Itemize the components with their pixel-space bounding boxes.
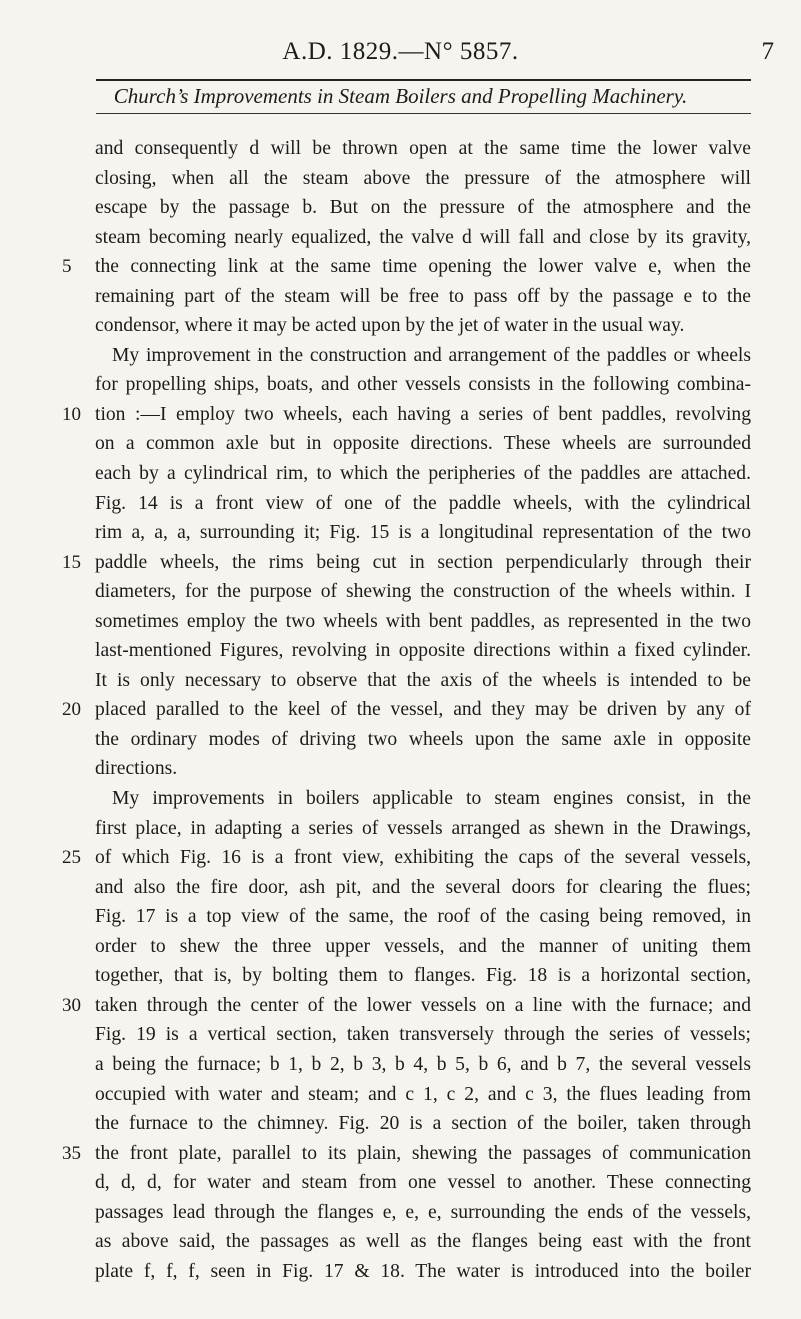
line-text: for propelling ships, boats, and other vessels consists in the following combina- bbox=[95, 374, 751, 396]
text-line bbox=[62, 1109, 752, 1139]
subtitle-rule bbox=[96, 113, 751, 114]
line-text: My improvement in the construction and arrangement of the paddles or wheels bbox=[112, 344, 751, 366]
line-text: steam becoming nearly equalized, the valve d will fall and close by its gravity, bbox=[95, 226, 751, 248]
line-text: tion :—I employ two wheels, each having a series of bent paddles, revolving bbox=[95, 403, 751, 425]
text-line bbox=[62, 1139, 752, 1169]
line-text: occupied with water and steam; and c 1, c 2, and c 3, the flues leading from bbox=[95, 1083, 751, 1105]
text-line bbox=[62, 223, 752, 253]
text-line bbox=[62, 1020, 752, 1050]
line-text: order to shew the three upper vessels, and the manner of uniting them bbox=[95, 935, 751, 957]
text-line bbox=[62, 134, 752, 164]
line-text: closing, when all the steam above the pressure of the atmosphere will bbox=[95, 167, 751, 189]
line-text: each by a cylindrical rim, to which the peripheries of the paddles are attached. bbox=[95, 463, 751, 485]
text-line bbox=[62, 843, 752, 873]
line-text: passages lead through the flanges e, e, e, surrounding the ends of the vessels, bbox=[95, 1201, 751, 1223]
line-text: My improvements in boilers applicable to steam engines consist, in the bbox=[112, 788, 751, 810]
line-text: the ordinary modes of driving two wheels upon the same axle in opposite bbox=[95, 728, 751, 750]
line-text: taken through the center of the lower vessels on a line with the furnace; and bbox=[95, 994, 751, 1016]
text-line bbox=[62, 784, 752, 814]
text-line bbox=[62, 282, 752, 312]
line-text: condensor, where it may be acted upon by the jet of water in the usual way. bbox=[95, 315, 685, 337]
text-line bbox=[62, 695, 752, 725]
text-line bbox=[62, 252, 752, 282]
line-number: 20 bbox=[62, 699, 81, 721]
line-text: the connecting link at the same time opening the lower valve e, when the bbox=[95, 256, 751, 278]
text-line bbox=[62, 164, 752, 194]
text-line bbox=[62, 814, 752, 844]
line-text: plate f, f, f, seen in Fig. 17 & 18. The water is introduced into the boiler bbox=[95, 1260, 751, 1282]
header-rule bbox=[96, 79, 751, 81]
text-line bbox=[62, 873, 752, 903]
line-text: the furnace to the chimney. Fig. 20 is a section of the boiler, taken through bbox=[95, 1113, 751, 1135]
header-title: A.D. 1829.—N° 5857. bbox=[282, 38, 519, 65]
line-text: Fig. 14 is a front view of one of the paddle wheels, with the cylindrical bbox=[95, 492, 751, 514]
text-line bbox=[62, 902, 752, 932]
text-line bbox=[62, 666, 752, 696]
text-line bbox=[62, 961, 752, 991]
line-number: 10 bbox=[62, 403, 81, 425]
line-text: Fig. 17 is a top view of the same, the roof of the casing being removed, in bbox=[95, 906, 751, 928]
line-text: placed paralled to the keel of the vessel, and they may be driven by any of bbox=[95, 699, 751, 721]
text-line bbox=[62, 311, 752, 341]
line-text: of which Fig. 16 is a front view, exhibiting the caps of the several vessels, bbox=[95, 847, 751, 869]
text-line bbox=[62, 932, 752, 962]
running-subtitle: Church’s Improvements in Steam Boilers and Propelling Machinery. bbox=[113, 84, 688, 108]
text-line bbox=[62, 341, 752, 371]
line-number: 35 bbox=[62, 1142, 81, 1164]
text-line bbox=[62, 548, 752, 578]
line-number: 30 bbox=[62, 994, 81, 1016]
line-text: paddle wheels, the rims being cut in section perpendicularly through their bbox=[95, 551, 751, 573]
body-text bbox=[62, 134, 752, 1286]
line-text: d, d, d, for water and steam from one vessel to another. These connecting bbox=[95, 1172, 751, 1194]
text-line bbox=[62, 1168, 752, 1198]
line-text: It is only necessary to observe that the axis of the wheels is intended to be bbox=[95, 669, 751, 691]
line-text: diameters, for the purpose of shewing the construction of the wheels within. I bbox=[95, 581, 751, 603]
line-text: and also the fire door, ash pit, and the several doors for clearing the flues; bbox=[95, 876, 751, 898]
text-line bbox=[62, 1050, 752, 1080]
line-text: first place, in adapting a series of vessels arranged as shewn in the Drawings, bbox=[95, 817, 751, 839]
line-text: and consequently d will be thrown open at the same time the lower valve bbox=[95, 138, 751, 159]
text-line bbox=[62, 1198, 752, 1228]
line-text: sometimes employ the two wheels with bent paddles, as represented in the two bbox=[95, 610, 751, 632]
line-text: rim a, a, a, surrounding it; Fig. 15 is a longitudinal representation of the two bbox=[95, 522, 751, 544]
text-line bbox=[62, 518, 752, 548]
text-line bbox=[62, 725, 752, 755]
line-text: escape by the passage b. But on the pressure of the atmosphere and the bbox=[95, 197, 751, 219]
text-line bbox=[62, 400, 752, 430]
text-line bbox=[62, 991, 752, 1021]
text-line bbox=[62, 1080, 752, 1110]
text-line bbox=[62, 370, 752, 400]
text-line bbox=[62, 1257, 752, 1287]
line-text: the front plate, parallel to its plain, shewing the passages of communication bbox=[95, 1142, 751, 1164]
line-text: last-mentioned Figures, revolving in opposite directions within a fixed cylinder. bbox=[95, 640, 751, 662]
line-text: on a common axle but in opposite directions. These wheels are surrounded bbox=[95, 433, 751, 455]
text-line bbox=[62, 636, 752, 666]
text-line bbox=[62, 1227, 752, 1257]
line-number: 25 bbox=[62, 847, 81, 869]
text-line bbox=[62, 754, 752, 784]
line-number: 15 bbox=[62, 551, 81, 573]
page-number: 7 bbox=[761, 38, 774, 65]
line-text: remaining part of the steam will be free to pass off by the passage e to the bbox=[95, 285, 751, 307]
line-text: directions. bbox=[95, 758, 178, 780]
text-line bbox=[62, 429, 752, 459]
text-line bbox=[62, 489, 752, 519]
text-line bbox=[62, 607, 752, 637]
line-text: together, that is, by bolting them to flanges. Fig. 18 is a horizontal section, bbox=[95, 965, 751, 987]
text-line bbox=[62, 459, 752, 489]
line-text: as above said, the passages as well as the flanges being east with the front bbox=[95, 1231, 751, 1253]
line-text: a being the furnace; b 1, b 2, b 3, b 4, b 5, b 6, and b 7, the several vessels bbox=[95, 1053, 751, 1075]
text-line bbox=[62, 193, 752, 223]
line-number: 5 bbox=[62, 256, 72, 278]
text-line bbox=[62, 577, 752, 607]
line-text: Fig. 19 is a vertical section, taken transversely through the series of vessels; bbox=[95, 1024, 751, 1046]
